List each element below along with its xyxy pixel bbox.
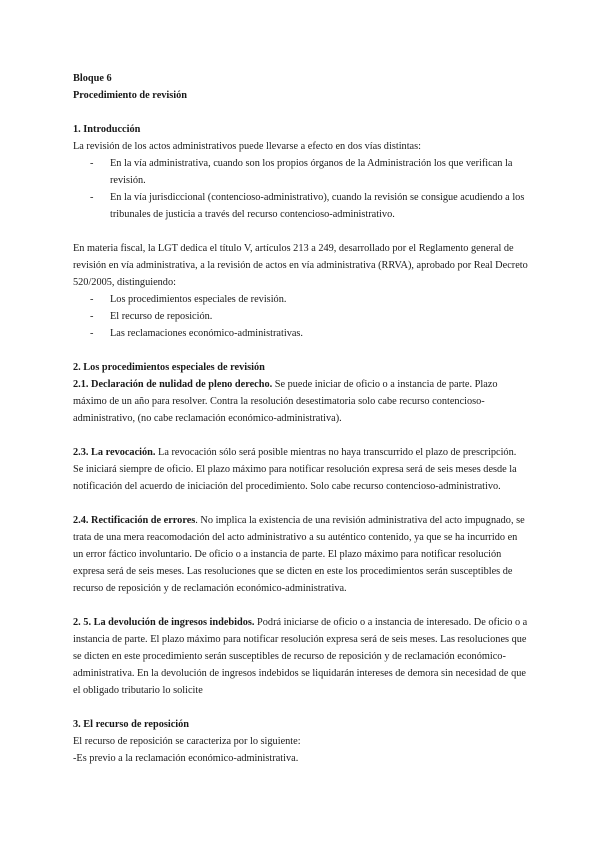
section-2-title: 2. Los procedimientos especiales de revisión bbox=[73, 362, 265, 373]
subsection-2-3: 2.3. La revocación. La revocación sólo será posible mientras no haya transcurrido el plazo de prescripción. Se iniciará siempre de oficio. El plazo máximo para notificar resolución expresa será de seis meses desde la notificación del acuerdo de iniciación del procedimiento. Solo cabe recurso contencioso-administrativo. bbox=[73, 447, 517, 492]
list-item: - En la vía administrativa, cuando son los propios órganos de la Administración los que verifican la revisión. bbox=[90, 158, 513, 186]
subsection-2-5: 2. 5. La devolución de ingresos indebidos. Podrá iniciarse de oficio o a instancia de interesado. De oficio o a instancia de parte. El plazo máximo para notificar resolución expresa será de seis meses. Las resoluciones que se dicten en este procedimiento serán susceptibles de recurso de reposición y de reclamación económico-administrativa. En la devolución de ingresos indebidos se liquidarán intereses de demora sin necesidad de que el obligado tributario lo solicite bbox=[73, 617, 528, 696]
section-1-intro: La revisión de los actos administrativos puede llevarse a efecto en dos vías distintas: bbox=[73, 141, 421, 152]
list-item: - El recurso de reposición. bbox=[90, 311, 213, 322]
section-1-list bbox=[73, 155, 528, 223]
document-page bbox=[73, 70, 528, 767]
list-item: - Las reclamaciones económico-administrativas. bbox=[90, 328, 303, 339]
document-title: Procedimiento de revisión bbox=[73, 90, 188, 101]
section-3-line-2: -Es previo a la reclamación económico-administrativa. bbox=[73, 753, 299, 764]
section-1-paragraph-2: En materia fiscal, la LGT dedica el título V, artículos 213 a 249, desarrollado por el Reglamento general de revisión en vía administrativa, a la revisión de actos en vía administrativa (RRVA), aprobado por Real Decreto 520/2005, distinguiendo: bbox=[73, 243, 528, 288]
block-label: Bloque 6 bbox=[73, 73, 112, 84]
subsection-2-1: 2.1. Declaración de nulidad de pleno derecho. Se puede iniciar de oficio o a instancia de parte. Plazo máximo de un año para resolver. Contra la resolución desestimatoria solo cabe recurso contencioso-administrativo, (no cabe reclamación económico-administrativa). bbox=[73, 379, 498, 424]
section-3-line-1: El recurso de reposición se caracteriza por lo siguiente: bbox=[73, 736, 301, 747]
subsection-2-4: 2.4. Rectificación de errores. No implica la existencia de una revisión administrativa del acto impugnado, se trata de una mera reacomodación del acto administrativo a su auténtico contenido, ya que se ha incurrido en un error fáctico involuntario. De oficio o a instancia de parte. El plazo máximo para notificar resolución expresa será de seis meses. Las resoluciones que se dicten en este los procedimientos serán susceptibles de recurso de reposición y de reclamación económico-administrativa. bbox=[73, 515, 525, 594]
section-1-list-2 bbox=[73, 291, 528, 342]
section-3-title: 3. El recurso de reposición bbox=[73, 719, 190, 730]
list-item: - Los procedimientos especiales de revisión. bbox=[90, 294, 287, 305]
list-item: - En la vía jurisdiccional (contencioso-administrativo), cuando la revisión se consigue acudiendo a los tribunales de justicia a través del recurso contencioso-administrativo. bbox=[90, 192, 525, 220]
section-1-title: 1. Introducción bbox=[73, 124, 141, 135]
